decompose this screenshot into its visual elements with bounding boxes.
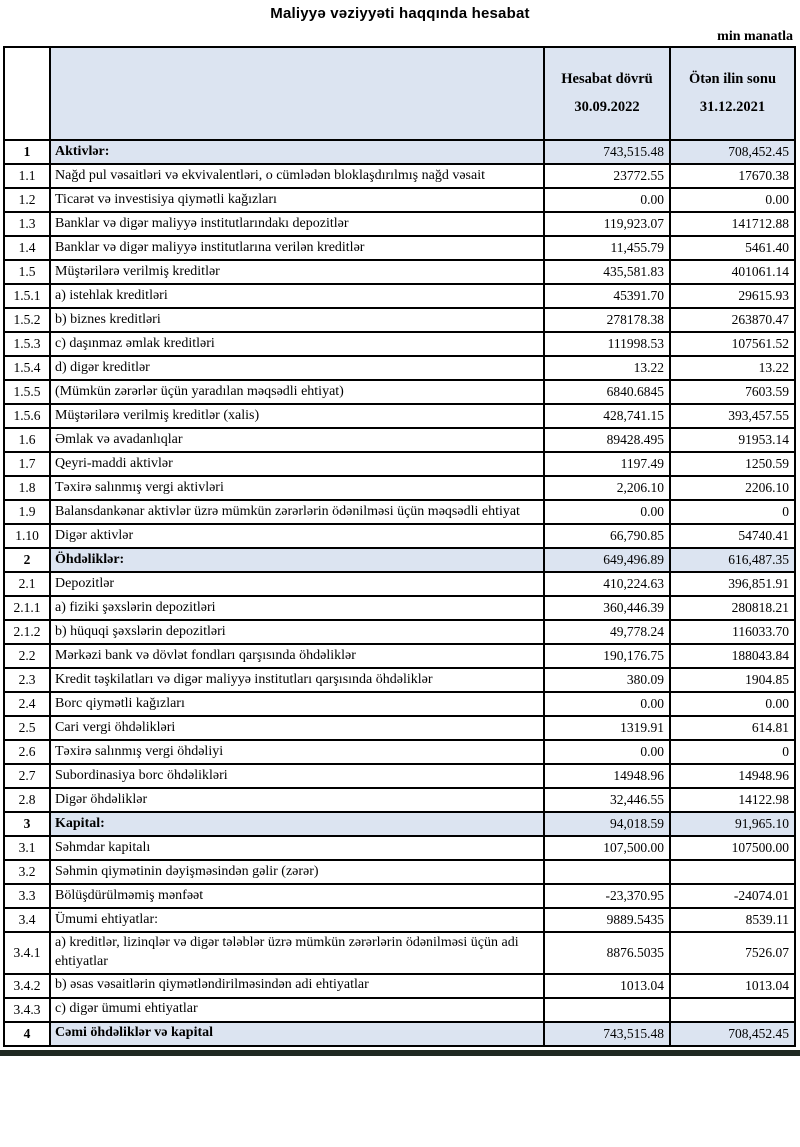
value-current: 66,790.85 [544, 524, 670, 548]
table-row [4, 908, 795, 932]
bottom-bar [0, 1050, 800, 1056]
table-row [4, 500, 795, 524]
table-row [4, 974, 795, 998]
value-previous: 29615.93 [670, 284, 795, 308]
table-row [4, 998, 795, 1022]
row-label: b) hüquqi şəxslərin depozitləri [50, 620, 544, 644]
row-number: 1.5.2 [4, 308, 50, 332]
row-number: 1.5.5 [4, 380, 50, 404]
value-previous: 0 [670, 500, 795, 524]
value-previous: 263870.47 [670, 308, 795, 332]
row-number: 3 [4, 812, 50, 836]
value-current: 107,500.00 [544, 836, 670, 860]
value-current: 23772.55 [544, 164, 670, 188]
value-previous: 116033.70 [670, 620, 795, 644]
value-current: 0.00 [544, 188, 670, 212]
row-number: 1.1 [4, 164, 50, 188]
row-number: 2.2 [4, 644, 50, 668]
table-row [4, 308, 795, 332]
value-previous [670, 998, 795, 1022]
value-current: 743,515.48 [544, 140, 670, 164]
table-row [4, 860, 795, 884]
row-label: Ümumi ehtiyatlar: [50, 908, 544, 932]
row-label: Ticarət və investisiya qiymətli kağızları [50, 188, 544, 212]
table-row [4, 836, 795, 860]
value-current: 0.00 [544, 500, 670, 524]
value-previous: 708,452.45 [670, 1022, 795, 1046]
header-previous-period-label: Ötən ilin sonu [688, 70, 777, 87]
value-previous: 54740.41 [670, 524, 795, 548]
row-label: Öhdəliklər: [50, 548, 544, 572]
value-previous: 1904.85 [670, 668, 795, 692]
value-previous: 280818.21 [670, 596, 795, 620]
value-current: 8876.5035 [544, 932, 670, 974]
value-previous: 401061.14 [670, 260, 795, 284]
header-row [4, 47, 795, 140]
value-current: 6840.6845 [544, 380, 670, 404]
row-label: d) digər kreditlər [50, 356, 544, 380]
value-previous: 5461.40 [670, 236, 795, 260]
table-row [4, 524, 795, 548]
value-current: -23,370.95 [544, 884, 670, 908]
table-row [4, 692, 795, 716]
row-label: Əmlak və avadanlıqlar [50, 428, 544, 452]
value-previous: 1250.59 [670, 452, 795, 476]
row-label: Səhmdar kapitalı [50, 836, 544, 860]
value-current: 2,206.10 [544, 476, 670, 500]
page-title: Maliyyə vəziyyəti haqqında hesabat [270, 5, 530, 22]
value-previous: 91,965.10 [670, 812, 795, 836]
row-label: Digər öhdəliklər [50, 788, 544, 812]
row-label: Cəmi öhdəliklər və kapital [50, 1022, 544, 1046]
table-row [4, 764, 795, 788]
table-row [4, 740, 795, 764]
row-label: (Mümkün zərərlər üçün yaradılan məqsədli ehtiyat) [50, 380, 544, 404]
row-number: 3.4.3 [4, 998, 50, 1022]
header-blank-number [4, 47, 50, 140]
header-previous-period-date: 31.12.2021 [699, 98, 766, 115]
row-number: 1.4 [4, 236, 50, 260]
row-label: Müştərilərə verilmiş kreditlər (xalis) [50, 404, 544, 428]
row-number: 2.4 [4, 692, 50, 716]
value-current: 743,515.48 [544, 1022, 670, 1046]
header-current-period [544, 47, 670, 140]
row-label: Səhmin qiymətinin dəyişməsindən gəlir (zərər) [50, 860, 544, 884]
row-number: 1.5.3 [4, 332, 50, 356]
value-previous: 616,487.35 [670, 548, 795, 572]
row-number: 1.2 [4, 188, 50, 212]
table-header [4, 47, 795, 140]
value-previous: 0.00 [670, 188, 795, 212]
value-previous: 8539.11 [670, 908, 795, 932]
table-row [4, 428, 795, 452]
value-previous: 13.22 [670, 356, 795, 380]
row-label: Mərkəzi bank və dövlət fondları qarşısında öhdəliklər [50, 644, 544, 668]
value-current: 1197.49 [544, 452, 670, 476]
row-number: 2.3 [4, 668, 50, 692]
value-previous: 393,457.55 [670, 404, 795, 428]
table-row [4, 284, 795, 308]
value-current: 410,224.63 [544, 572, 670, 596]
value-previous: 708,452.45 [670, 140, 795, 164]
row-number: 1 [4, 140, 50, 164]
table-row [4, 452, 795, 476]
row-number: 3.4 [4, 908, 50, 932]
value-previous: 7603.59 [670, 380, 795, 404]
table-body [4, 140, 795, 1046]
row-label: Qeyri-maddi aktivlər [50, 452, 544, 476]
value-current: 0.00 [544, 740, 670, 764]
value-previous: 614.81 [670, 716, 795, 740]
row-number: 1.3 [4, 212, 50, 236]
row-label: Müştərilərə verilmiş kreditlər [50, 260, 544, 284]
value-current: 94,018.59 [544, 812, 670, 836]
value-current: 9889.5435 [544, 908, 670, 932]
value-previous: 0.00 [670, 692, 795, 716]
row-number: 1.5.1 [4, 284, 50, 308]
table-row [4, 236, 795, 260]
value-current: 428,741.15 [544, 404, 670, 428]
row-number: 2 [4, 548, 50, 572]
table-row [4, 644, 795, 668]
table-row [4, 548, 795, 572]
value-current: 1319.91 [544, 716, 670, 740]
table-row [4, 164, 795, 188]
value-previous: 14122.98 [670, 788, 795, 812]
table-row [4, 356, 795, 380]
row-number: 1.5.4 [4, 356, 50, 380]
row-number: 2.5 [4, 716, 50, 740]
row-label: Balansdankənar aktivlər üzrə mümkün zərərlərin ödənilməsi üçün məqsədli ehtiyat [50, 500, 544, 524]
financial-position-table [3, 46, 796, 1047]
table-row [4, 572, 795, 596]
value-previous: 141712.88 [670, 212, 795, 236]
row-label: Digər aktivlər [50, 524, 544, 548]
table-row [4, 1022, 795, 1046]
value-previous: 2206.10 [670, 476, 795, 500]
table-row [4, 404, 795, 428]
row-label: a) kreditlər, lizinqlər və digər tələblər üzrə mümkün zərərlərin ödənilməsi üçün adi ehtiyatlar [50, 932, 544, 974]
row-number: 2.8 [4, 788, 50, 812]
table-row [4, 596, 795, 620]
value-current: 190,176.75 [544, 644, 670, 668]
row-number: 3.4.1 [4, 932, 50, 974]
table-row [4, 260, 795, 284]
row-label: Borc qiymətli kağızları [50, 692, 544, 716]
value-previous: 0 [670, 740, 795, 764]
value-previous: 188043.84 [670, 644, 795, 668]
value-previous: 107500.00 [670, 836, 795, 860]
row-label: a) istehlak kreditləri [50, 284, 544, 308]
value-current: 1013.04 [544, 974, 670, 998]
value-current [544, 998, 670, 1022]
table-row [4, 884, 795, 908]
value-current: 649,496.89 [544, 548, 670, 572]
table-row [4, 188, 795, 212]
value-previous: 396,851.91 [670, 572, 795, 596]
row-number: 2.1.1 [4, 596, 50, 620]
row-number: 1.9 [4, 500, 50, 524]
row-number: 4 [4, 1022, 50, 1046]
row-label: c) daşınmaz əmlak kreditləri [50, 332, 544, 356]
row-number: 2.1.2 [4, 620, 50, 644]
row-number: 3.2 [4, 860, 50, 884]
value-current: 380.09 [544, 668, 670, 692]
value-current [544, 860, 670, 884]
table-row [4, 668, 795, 692]
table-row [4, 620, 795, 644]
value-current: 32,446.55 [544, 788, 670, 812]
value-current: 49,778.24 [544, 620, 670, 644]
header-current-period-label: Hesabat dövrü [561, 70, 653, 87]
row-number: 2.6 [4, 740, 50, 764]
value-current: 45391.70 [544, 284, 670, 308]
row-label: Cari vergi öhdəlikləri [50, 716, 544, 740]
row-label: a) fiziki şəxslərin depozitləri [50, 596, 544, 620]
value-previous: 7526.07 [670, 932, 795, 974]
row-number: 2.1 [4, 572, 50, 596]
value-current: 13.22 [544, 356, 670, 380]
header-current-period-date: 30.09.2022 [574, 98, 640, 115]
value-current: 14948.96 [544, 764, 670, 788]
row-label: b) əsas vəsaitlərin qiymətləndirilməsindən adi ehtiyatlar [50, 974, 544, 998]
table-row [4, 932, 795, 974]
value-current: 111998.53 [544, 332, 670, 356]
row-label: Təxirə salınmış vergi öhdəliyi [50, 740, 544, 764]
row-number: 1.5.6 [4, 404, 50, 428]
row-number: 3.3 [4, 884, 50, 908]
row-label: Nağd pul vəsaitləri və ekvivalentləri, o cümlədən bloklaşdırılmış nağd vəsait [50, 164, 544, 188]
value-current: 278178.38 [544, 308, 670, 332]
row-label: Banklar və digər maliyyə institutlarına verilən kreditlər [50, 236, 544, 260]
row-number: 1.7 [4, 452, 50, 476]
table-row [4, 788, 795, 812]
table-row [4, 476, 795, 500]
row-number: 3.4.2 [4, 974, 50, 998]
row-number: 3.1 [4, 836, 50, 860]
row-number: 1.8 [4, 476, 50, 500]
row-label: Aktivlər: [50, 140, 544, 164]
value-current: 89428.495 [544, 428, 670, 452]
row-label: Subordinasiya borc öhdəlikləri [50, 764, 544, 788]
value-current: 360,446.39 [544, 596, 670, 620]
table-row [4, 212, 795, 236]
row-label: Depozitlər [50, 572, 544, 596]
row-number: 1.10 [4, 524, 50, 548]
row-label: b) biznes kreditləri [50, 308, 544, 332]
row-number: 1.6 [4, 428, 50, 452]
table-row [4, 332, 795, 356]
value-previous: 17670.38 [670, 164, 795, 188]
value-previous [670, 860, 795, 884]
row-number: 1.5 [4, 260, 50, 284]
row-label: Kredit təşkilatları və digər maliyyə institutları qarşısında öhdəliklər [50, 668, 544, 692]
row-label: c) digər ümumi ehtiyatlar [50, 998, 544, 1022]
value-previous: 91953.14 [670, 428, 795, 452]
value-previous: -24074.01 [670, 884, 795, 908]
row-label: Təxirə salınmış vergi aktivləri [50, 476, 544, 500]
value-current: 119,923.07 [544, 212, 670, 236]
row-label: Bölüşdürülməmiş mənfəət [50, 884, 544, 908]
value-previous: 107561.52 [670, 332, 795, 356]
header-blank-label [50, 47, 544, 140]
row-label: Banklar və digər maliyyə institutlarındakı depozitlər [50, 212, 544, 236]
table-row [4, 812, 795, 836]
row-label: Kapital: [50, 812, 544, 836]
value-current: 435,581.83 [544, 260, 670, 284]
table-row [4, 140, 795, 164]
table-row [4, 716, 795, 740]
value-previous: 14948.96 [670, 764, 795, 788]
value-previous: 1013.04 [670, 974, 795, 998]
header-previous-period [670, 47, 795, 140]
table-row [4, 380, 795, 404]
value-current: 0.00 [544, 692, 670, 716]
value-current: 11,455.79 [544, 236, 670, 260]
row-number: 2.7 [4, 764, 50, 788]
unit-note: min manatla [717, 29, 793, 44]
